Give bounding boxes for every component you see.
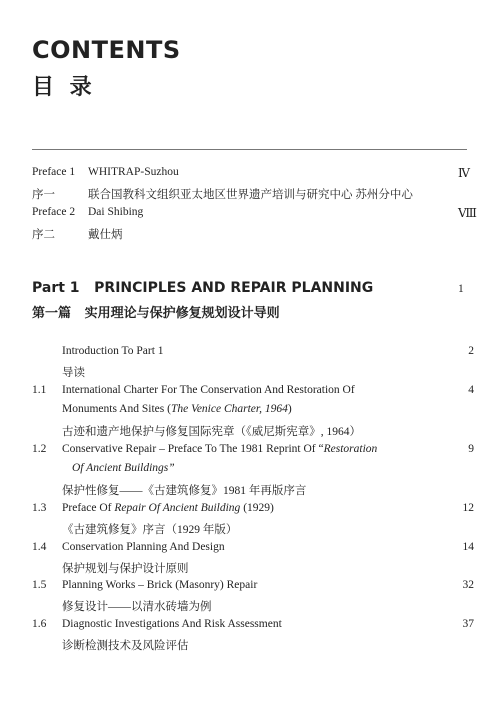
preface-1-text: WHITRAP-Suzhou: [88, 166, 179, 178]
entry-1-6-line-cn: 诊断检测技术及风险评估: [62, 640, 189, 652]
preface-2-label: Preface 2: [32, 206, 76, 218]
entry-1-1-line-2: [62, 403, 292, 415]
part-1-title: Part 1 PRINCIPLES AND REPAIR PLANNING: [32, 280, 374, 296]
entry-intro-title-cn: 导读: [62, 367, 85, 379]
entry-1-5-line-1: Planning Works – Brick (Masonry) Repair: [62, 579, 258, 591]
entry-1-3-rich-text: Preface Of Repair Of Ancient Building (1929): [62, 502, 274, 514]
entry-1-4-number: 1.4: [32, 541, 47, 553]
entry-1-4-line-1: Conservation Planning And Design: [62, 541, 225, 553]
entry-1-5-number: 1.5: [32, 579, 47, 591]
entry-1-4-line-cn: 保护规划与保护设计原则: [62, 563, 189, 575]
italic-title: Repair Of Ancient Building: [114, 502, 241, 514]
part-1-page: 1: [458, 283, 464, 295]
preface-1-text-cn: 联合国教科文组织亚太地区世界遗产培训与研究中心 苏州分中心: [88, 189, 413, 201]
preface-2-page: Ⅷ: [458, 206, 477, 220]
entry-1-1-page: 4: [468, 384, 474, 396]
entry-1-6-line-1: Diagnostic Investigations And Risk Assessment: [62, 618, 282, 630]
entry-1-2-line-2: Of Ancient Buildings”: [72, 462, 175, 474]
entry-1-6-page: 37: [462, 618, 474, 630]
entry-1-5-line-cn: 修复设计——以清水砖墙为例: [62, 601, 212, 613]
preface-2-text-cn: 戴仕炳: [88, 229, 123, 241]
entry-1-3-number: 1.3: [32, 502, 47, 514]
contents-title: CONTENTS: [32, 36, 181, 64]
entry-1-2-number: 1.2: [32, 443, 47, 455]
preface-1-page: Ⅳ: [458, 166, 470, 180]
part-1-title-cn: 第一篇 实用理论与保护修复规划设计导则: [32, 306, 280, 321]
entry-1-4-page: 14: [462, 541, 474, 553]
header-divider: [32, 149, 467, 150]
entry-1-2-rich-text-1: Conservative Repair – Preface To The 1981 Reprint Of “Restoration: [62, 443, 378, 455]
entry-1-3-line-1: [62, 502, 274, 514]
entry-1-6-number: 1.6: [32, 618, 47, 630]
italic-title: The Venice Charter, 1964: [170, 403, 288, 415]
contents-title-cn: 目 录: [32, 75, 96, 100]
italic-title: Restoration: [323, 443, 378, 455]
preface-2-label-cn: 序二: [32, 229, 55, 241]
entry-1-2-line-cn: 保护性修复——《古建筑修复》1981 年再版序言: [62, 485, 307, 497]
entry-1-5-page: 32: [462, 579, 474, 591]
preface-1-label-cn: 序一: [32, 189, 55, 201]
entry-1-1-line-cn: 古迹和遗产地保护与修复国际宪章（《威尼斯宪章》, 1964）: [62, 426, 361, 438]
entry-1-1-rich-text: Monuments And Sites (The Venice Charter, 1964): [62, 403, 292, 415]
preface-2-text: Dai Shibing: [88, 206, 144, 218]
entry-intro-page: 2: [468, 345, 474, 357]
entry-1-1-line-1: International Charter For The Conservation And Restoration Of: [62, 384, 355, 396]
entry-1-2-page: 9: [468, 443, 474, 455]
entry-1-2-line-1: [62, 443, 377, 455]
entry-1-3-line-cn: 《古建筑修复》序言（1929 年版）: [62, 524, 238, 536]
entry-intro-title: Introduction To Part 1: [62, 345, 164, 357]
entry-1-1-number: 1.1: [32, 384, 47, 396]
entry-1-3-page: 12: [462, 502, 474, 514]
preface-1-label: Preface 1: [32, 166, 76, 178]
